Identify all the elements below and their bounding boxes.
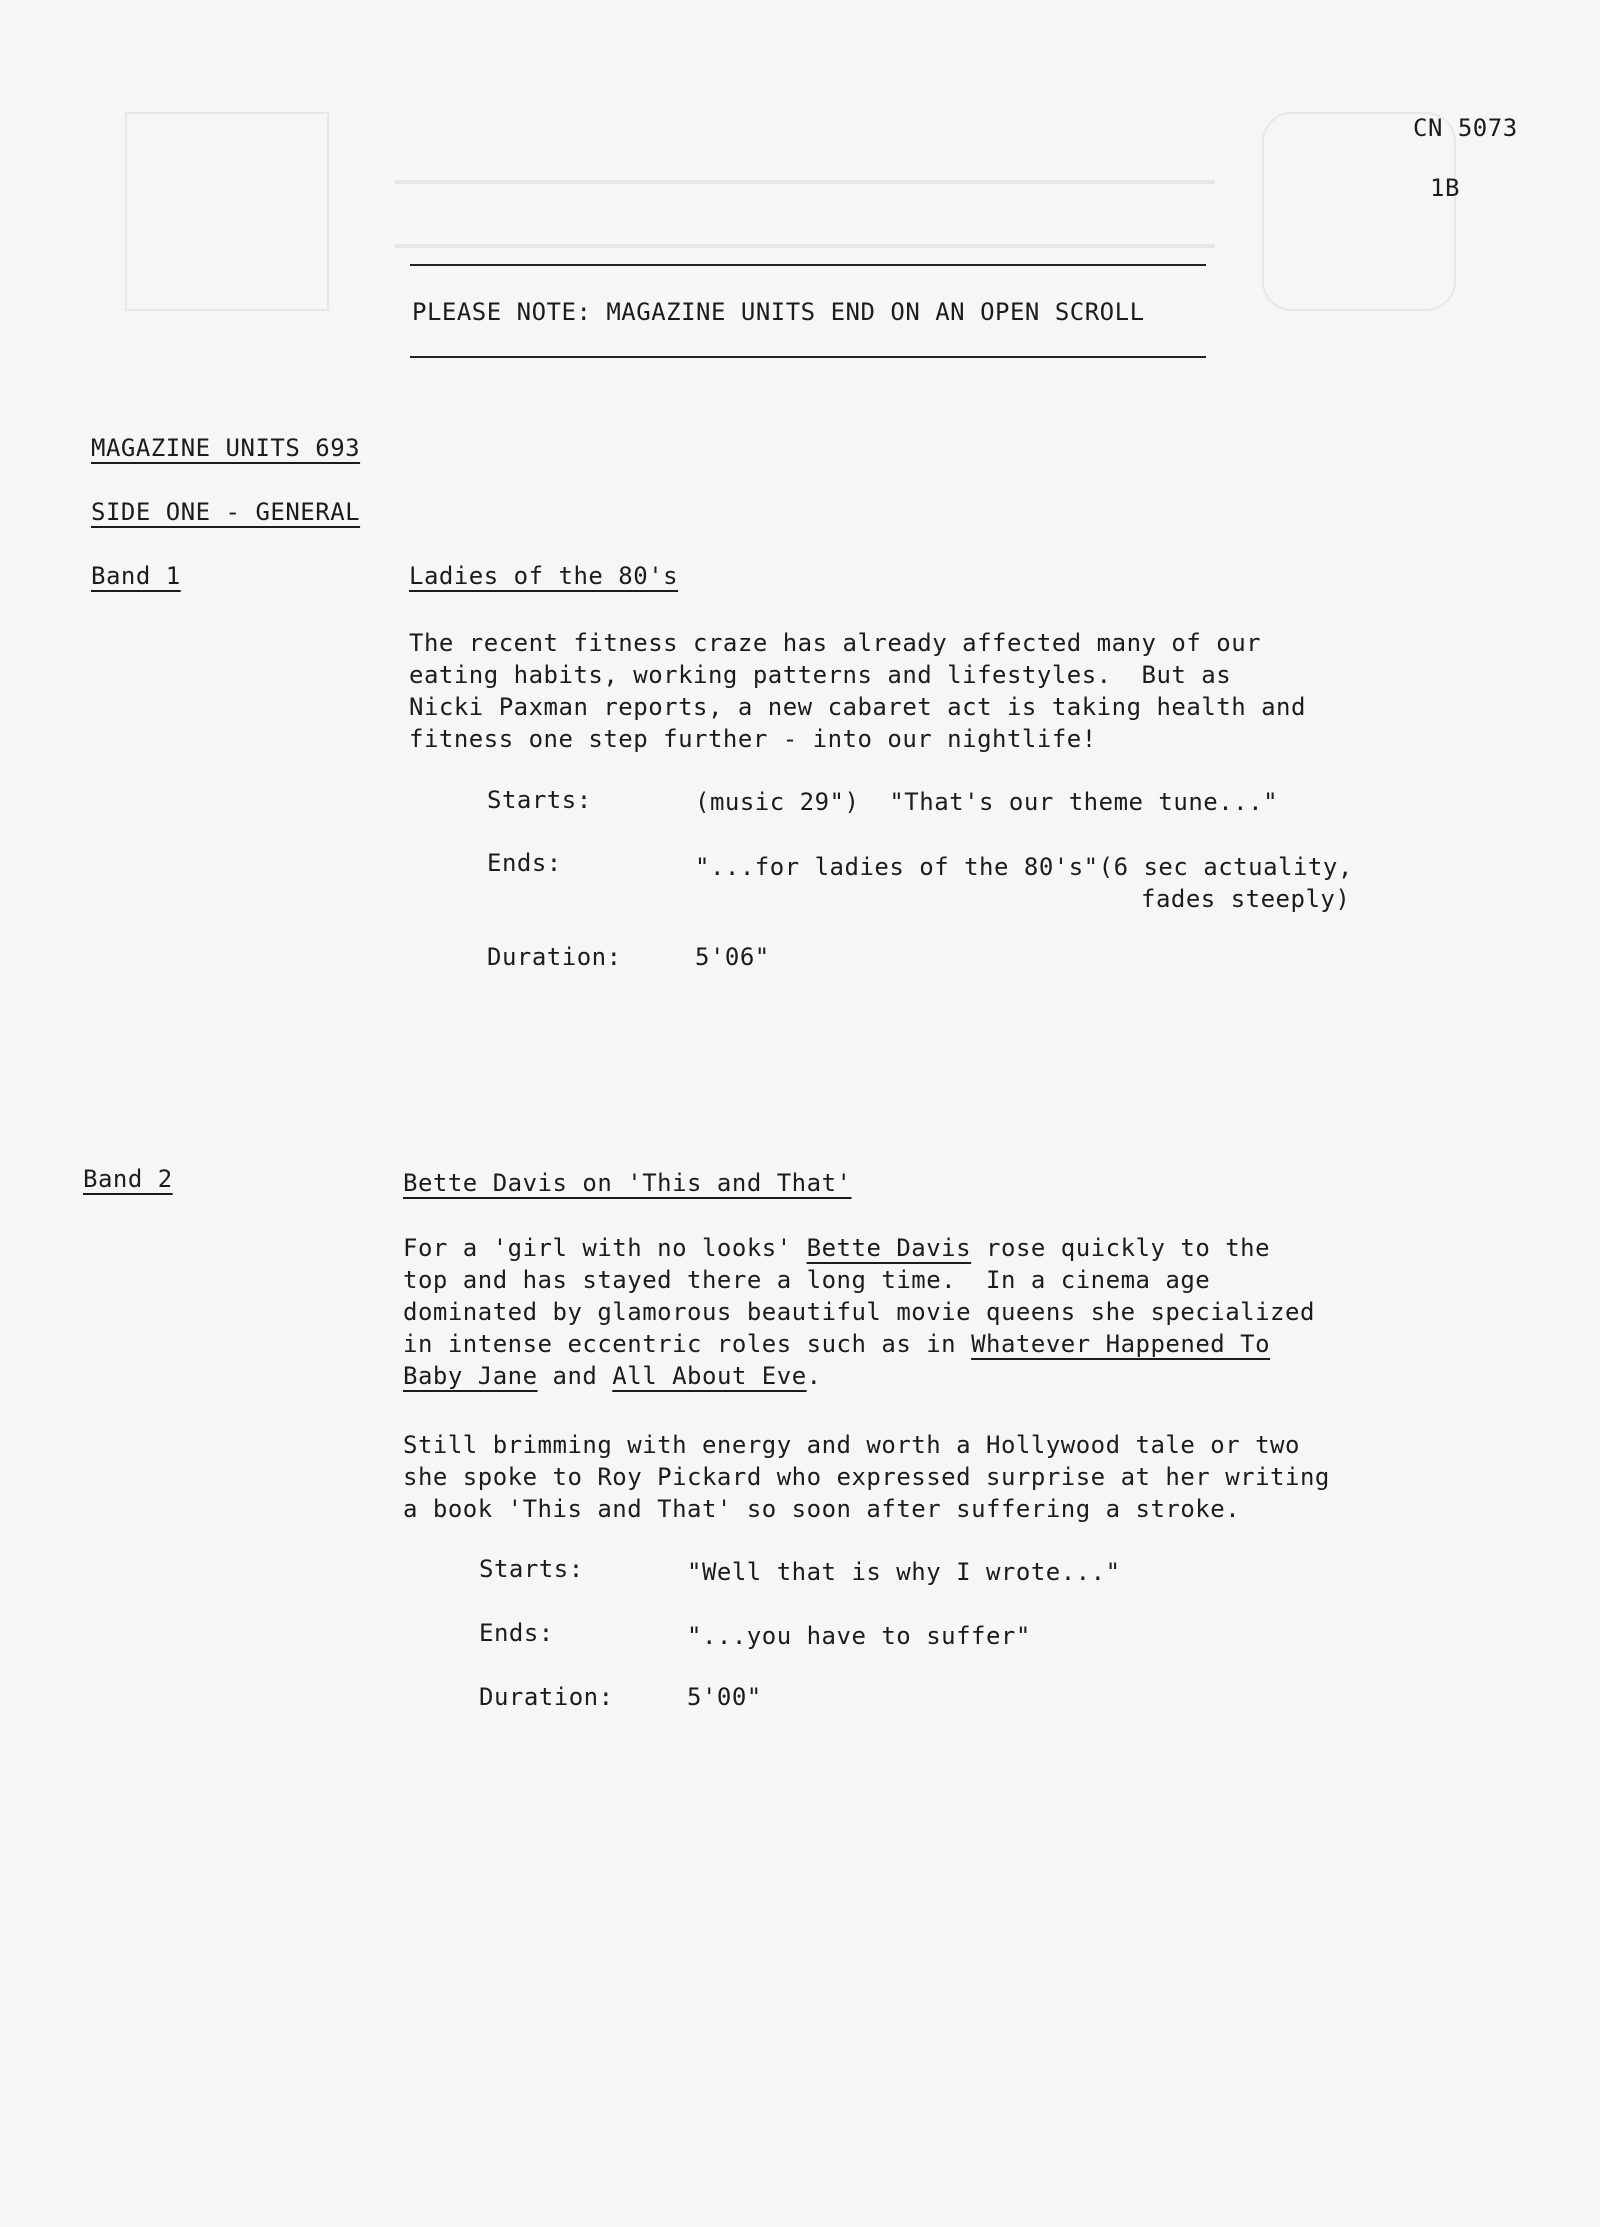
open-scroll-notice: PLEASE NOTE: MAGAZINE UNITS END ON AN OPEN SCROLL (412, 298, 1145, 326)
band-2-duration-label: Duration: (479, 1683, 614, 1711)
band-2-paragraph-1-line-1 (403, 1232, 1270, 1264)
bleed-through-box (125, 112, 329, 311)
band-1-description-line-3: Nicki Paxman reports, a new cabaret act is taking health and (409, 693, 1306, 721)
band-1-ends-value-continued: fades steeply) (1141, 885, 1351, 913)
band-1-starts-value: (music 29") "That's our theme tune..." (695, 788, 1279, 816)
band-2-paragraph-1-line-5 (403, 1360, 822, 1392)
band-2-ends-label: Ends: (479, 1619, 554, 1647)
band-2-ends-value: "...you have to suffer" (687, 1622, 1031, 1650)
bette-davis-underlined: Bette Davis (806, 1234, 972, 1262)
text-run: and (537, 1362, 613, 1390)
film-title-underlined: Baby Jane (403, 1362, 538, 1390)
cn-number: CN 5073 (1413, 114, 1518, 142)
band-2-paragraph-2-line-3: a book 'This and That' so soon after suffering a stroke. (403, 1495, 1241, 1523)
band-2-starts-label: Starts: (479, 1555, 584, 1583)
band-2-paragraph-2-line-1: Still brimming with energy and worth a Hollywood tale or two (403, 1431, 1300, 1459)
text-run: For a 'girl with no looks' (403, 1234, 807, 1262)
band-1-description-line-2: eating habits, working patterns and lifestyles. But as (409, 661, 1232, 689)
notice-top-rule (410, 264, 1206, 266)
film-title-underlined: Whatever Happened To (971, 1330, 1271, 1358)
band-2-paragraph-1-line-2: top and has stayed there a long time. In a cinema age (403, 1266, 1211, 1294)
page-code: 1B (1430, 174, 1460, 202)
text-run: . (806, 1362, 822, 1390)
band-1-starts-label: Starts: (487, 786, 592, 814)
side-heading: SIDE ONE - GENERAL (91, 498, 361, 526)
text-run: in intense eccentric roles such as in (403, 1330, 972, 1358)
band-1-title: Ladies of the 80's (409, 562, 679, 590)
band-2-duration-value: 5'00" (687, 1683, 762, 1711)
film-title-underlined: All About Eve (612, 1362, 807, 1390)
band-1-description-line-4: fitness one step further - into our nightlife! (409, 725, 1097, 753)
band-2-title: Bette Davis on 'This and That' (403, 1169, 852, 1197)
band-1-ends-value: "...for ladies of the 80's"(6 sec actuality, (695, 853, 1353, 881)
band-2-starts-value: "Well that is why I wrote..." (687, 1558, 1121, 1586)
band-1-duration-value: 5'06" (695, 943, 770, 971)
band-1-ends-label: Ends: (487, 849, 562, 877)
band-1-label: Band 1 (91, 562, 181, 590)
magazine-units-heading: MAGAZINE UNITS 693 (91, 434, 361, 462)
band-1-duration-label: Duration: (487, 943, 622, 971)
band-1-description-line-1: The recent fitness craze has already affected many of our (409, 629, 1262, 657)
bleed-through-banner (395, 180, 1215, 248)
notice-bottom-rule (410, 356, 1206, 358)
band-2-paragraph-2-line-2: she spoke to Roy Pickard who expressed surprise at her writing (403, 1463, 1330, 1491)
band-2-label: Band 2 (83, 1165, 173, 1193)
text-run: rose quickly to the (971, 1234, 1271, 1262)
band-2-paragraph-1-line-4 (403, 1328, 1270, 1360)
band-2-paragraph-1-line-3: dominated by glamorous beautiful movie queens she specialized (403, 1298, 1315, 1326)
